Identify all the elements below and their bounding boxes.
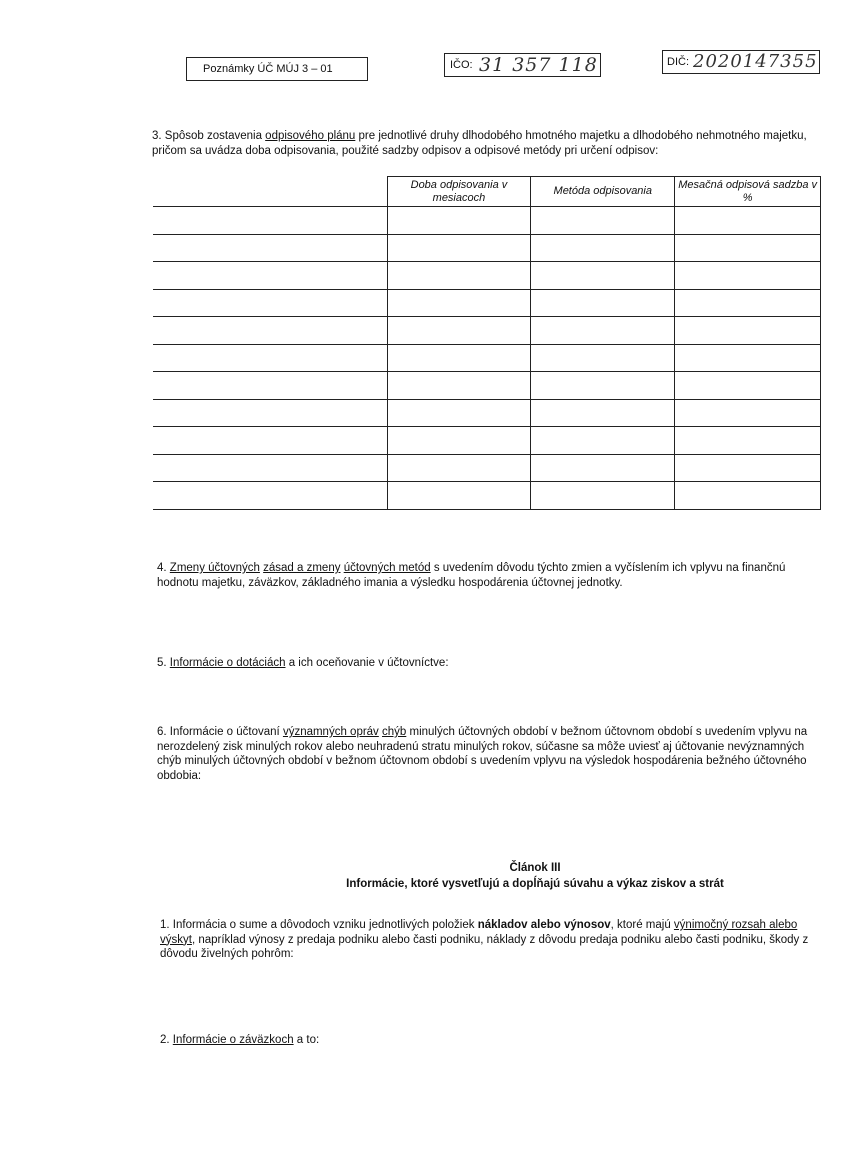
table-cell <box>387 372 531 400</box>
section-4-number: 4. <box>157 562 170 574</box>
ico-box <box>444 53 601 77</box>
item-1-underlined: výnimočný rozsah alebo výskyt <box>160 919 798 946</box>
table-cell <box>675 427 821 455</box>
article-3-title: Článok III <box>509 862 561 874</box>
table-cell <box>387 289 531 317</box>
item-1-bold: nákladov alebo výnosov <box>477 919 611 931</box>
section-6-ul-2: chýb <box>382 726 407 738</box>
table-cell <box>675 399 821 427</box>
table-cell <box>153 399 387 427</box>
table-cell <box>675 207 821 235</box>
section-4-ul-2: zásad a zmeny <box>263 562 341 574</box>
table-cell <box>153 482 387 510</box>
section-3-suffix: pre jednotlivé druhy dlhodobého hmotného majetku a dlhodobého nehmotného majetku, pričom sa uvádza doba odpisovania, použité sadzby odpisov a odpisové metódy pri určení odpisov: <box>152 130 807 157</box>
table-cell <box>153 344 387 372</box>
table-cell <box>153 262 387 290</box>
depreciation-table <box>153 176 821 510</box>
table-cell <box>153 372 387 400</box>
table-cell <box>387 482 531 510</box>
ico-value: 31 357 118 <box>479 54 598 76</box>
section-4-ul-3: účtovných metód <box>343 562 431 574</box>
table-row <box>153 262 821 290</box>
item-2-suffix: a to: <box>293 1034 320 1046</box>
table-row <box>153 234 821 262</box>
table-cell <box>531 344 675 372</box>
form-label-box <box>186 57 368 81</box>
table-cell <box>387 234 531 262</box>
table-cell <box>531 207 675 235</box>
ico-label: IČO: <box>450 59 473 71</box>
section-6-ul-1: významných opráv <box>282 726 379 738</box>
table-cell <box>531 234 675 262</box>
item-2-underlined: Informácie o záväzkoch <box>172 1034 294 1046</box>
section-3-text <box>152 129 824 158</box>
section-3-prefix: 3. Spôsob zostavenia <box>152 130 266 142</box>
table-cell <box>675 289 821 317</box>
table-row <box>153 289 821 317</box>
table-row <box>153 317 821 345</box>
table-cell <box>531 372 675 400</box>
dic-value: 2020147355 <box>693 51 818 72</box>
table-row <box>153 454 821 482</box>
section-6-text <box>157 725 827 783</box>
form-label: Poznámky ÚČ MÚJ 3 – 01 <box>203 63 333 75</box>
table-cell <box>675 317 821 345</box>
table-cell <box>675 344 821 372</box>
section-4-suffix: s uvedením dôvodu týchto zmien a vyčíslením ich vplyvu na finančnú hodnotu majetku, záväzkov, základného imania a výsledku hospodárenia účtovnej jednotky. <box>157 562 786 589</box>
table-row <box>153 482 821 510</box>
col-header-method: Metóda odpisovania <box>531 177 675 207</box>
item-1-suffix: , napríklad výnosy z predaja podniku alebo časti podniku, náklady z dôvodu predaja podniku alebo časti podniku, škody z dôvodu živelných pohrôm: <box>160 933 809 960</box>
item-1-middle: , ktoré majú <box>610 919 674 931</box>
section-5-text <box>157 656 827 671</box>
dic-label: DIČ: <box>667 56 689 68</box>
table-cell <box>531 262 675 290</box>
section-4-text <box>157 561 827 590</box>
table-cell <box>387 207 531 235</box>
section-4-ul-1: Zmeny účtovných <box>169 562 260 574</box>
table-cell <box>387 344 531 372</box>
table-cell <box>531 317 675 345</box>
table-row <box>153 372 821 400</box>
item-2-number: 2. <box>160 1034 173 1046</box>
table-cell <box>675 262 821 290</box>
table-cell <box>531 427 675 455</box>
article-3-subtitle: Informácie, ktoré vysvetľujú a dopĺňajú súvahu a výkaz ziskov a strát <box>346 878 724 890</box>
section-5-suffix: a ich oceňovanie v účtovníctve: <box>285 657 449 669</box>
table-cell <box>387 427 531 455</box>
item-1-prefix: 1. Informácia o sume a dôvodoch vzniku jednotlivých položiek <box>160 919 478 931</box>
table-row <box>153 344 821 372</box>
table-cell <box>153 234 387 262</box>
table-row <box>153 427 821 455</box>
dic-box <box>662 50 820 74</box>
col-header-type <box>153 177 387 207</box>
table-cell <box>153 454 387 482</box>
table-cell <box>675 372 821 400</box>
section-3-underlined: odpisového plánu <box>265 130 356 142</box>
section-6-suffix: minulých účtovných období v bežnom účtovnom období s uvedením vplyvu na nerozdelený zisk minulých rokov alebo neuhradenú stratu minulých rokov, súčasne sa môže uviesť aj účtovanie nevýznamných chýb minulých účtovných období v bežnom účtovnom období s uvedením vplyvu na výsledok hospodárenia bežného účtovného obdobia: <box>157 726 808 782</box>
table-cell <box>153 427 387 455</box>
item-2-text <box>160 1033 830 1048</box>
table-cell <box>153 289 387 317</box>
col-header-period: Doba odpisovania v mesiacoch <box>387 177 531 207</box>
table-header-row <box>153 177 821 207</box>
table-body <box>153 207 821 510</box>
table-cell <box>387 454 531 482</box>
table-cell <box>387 317 531 345</box>
table-cell <box>153 207 387 235</box>
col-header-rate: Mesačná odpisová sadzba v % <box>675 177 821 207</box>
table-cell <box>153 317 387 345</box>
table-row <box>153 399 821 427</box>
table-cell <box>531 454 675 482</box>
table-cell <box>675 234 821 262</box>
section-5-underlined: Informácie o dotáciách <box>169 657 286 669</box>
table-cell <box>675 454 821 482</box>
item-1-text <box>160 918 827 962</box>
section-5-number: 5. <box>157 657 170 669</box>
table-row <box>153 207 821 235</box>
table-cell <box>387 262 531 290</box>
table-cell <box>531 289 675 317</box>
table-cell <box>675 482 821 510</box>
table-cell <box>387 399 531 427</box>
table-cell <box>531 482 675 510</box>
table-cell <box>531 399 675 427</box>
section-6-prefix: 6. Informácie o účtovaní <box>157 726 283 738</box>
